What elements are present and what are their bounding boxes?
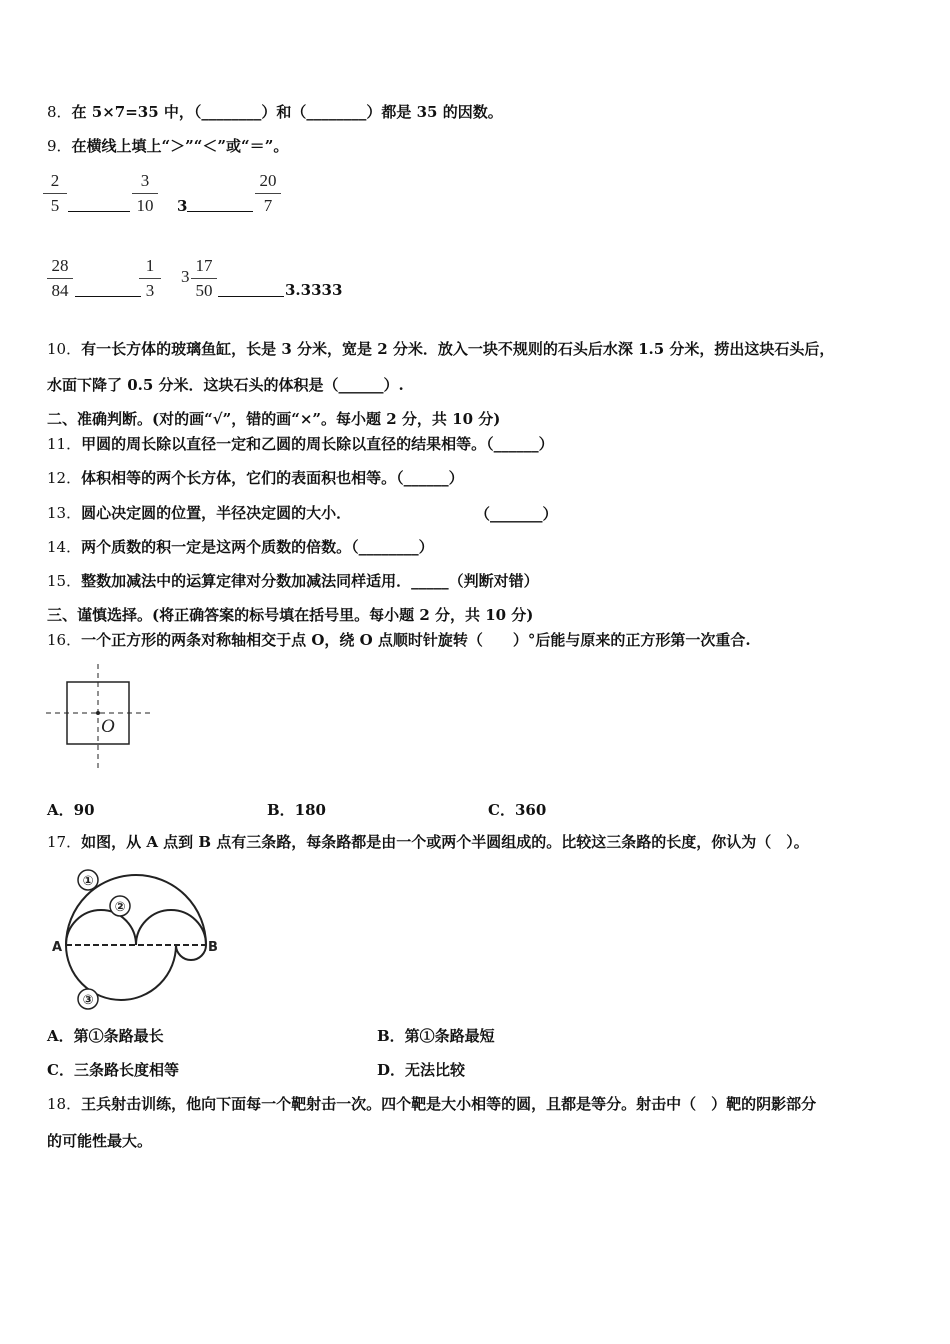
question-text: 整数加减法中的运算定律对分数加减法同样适用．_____（判断对错） [81,572,539,590]
answer-blank[interactable] [218,296,284,297]
decimal-value: 3.3333 [285,281,343,299]
option-b[interactable]: B．第①条路最短 [377,1027,495,1045]
question-text: 圆心决定圆的位置，半径决定圆的大小． [81,504,352,522]
question-number: 9． [47,137,72,155]
question-number: 12． [47,469,82,487]
section-heading-2: 二、准确判断。(对的画“√”，错的画“×”。每小题 2 分，共 10 分) [47,410,501,428]
numerator: 3 [140,171,150,190]
question-text: 两个质数的积一定是这两个质数的倍数。（________） [81,538,434,556]
question-text: 在横线上填上“＞”“＜”或“＝”。 [71,137,289,155]
question-16 [47,630,751,650]
question-text: 在 5×7=35 中，（________）和（________）都是 35 的因数。 [71,103,503,121]
square-axes-figure [40,660,160,772]
numerator: 1 [145,256,155,275]
question-text: 王兵射击训练，他向下面每一个靶射击一次。四个靶是大小相等的圆，且都是等分。射击中（ ）靶的阴影部分 [81,1095,817,1113]
question-12 [47,468,464,488]
question-10-line1 [47,339,834,359]
fraction-28-84 [47,255,73,302]
question-number: 14． [47,538,82,556]
question-15 [47,571,539,591]
answer-blank[interactable] [75,296,141,297]
question-number: 16． [47,631,82,649]
question-17 [47,832,809,852]
section-heading-3: 三、谨慎选择。(将正确答案的标号填在括号里。每小题 2 分，共 10 分) [47,606,534,624]
option-a[interactable]: A．90 [47,801,95,819]
path-2-two-semicircles [66,910,206,945]
question-10-line2: 水面下降了 0.5 分米．这块石头的体积是（______）. [47,376,404,394]
question-18-line1 [47,1094,816,1114]
path-label-1: ① [82,874,94,889]
numerator: 20 [259,171,277,190]
center-point [96,711,100,715]
fraction-1-3 [139,255,161,302]
option-a[interactable]: A．第①条路最长 [47,1027,164,1045]
denominator: 50 [195,281,213,300]
question-number: 15． [47,572,82,590]
point-label-a: A [52,940,63,955]
answer-blank[interactable] [68,211,130,212]
question-11 [47,434,554,454]
fraction-20-7 [255,170,281,217]
point-label-o: O [101,716,115,737]
question-9 [47,136,288,156]
question-number: 17． [47,833,82,851]
fraction-3-10 [132,170,158,217]
question-text: 一个正方形的两条对称轴相交于点 O，绕 O 点顺时针旋转（ ）°后能与原来的正方形第一次重合. [81,631,751,649]
option-c[interactable]: C．三条路长度相等 [47,1061,179,1079]
question-14 [47,537,434,557]
question-number: 10． [47,340,82,358]
whole-number: 3 [177,197,188,215]
question-text: 甲圆的周长除以直径一定和乙圆的周长除以直径的结果相等。（______） [81,435,554,453]
path-label-3: ③ [82,993,94,1008]
question-text: 有一长方体的玻璃鱼缸，长是 3 分米，宽是 2 分米．放入一块不规则的石头后水深 1.5 分米，捞出这块石头后， [81,340,835,358]
question-13 [47,503,351,523]
question-number: 18． [47,1095,82,1113]
answer-blank[interactable] [187,211,253,212]
question-18-line2: 的可能性最大。 [47,1132,153,1150]
numerator: 2 [50,171,60,190]
denominator: 5 [50,196,60,215]
denominator: 3 [145,281,155,300]
question-text: 如图，从 A 点到 B 点有三条路，每条路都是由一个或两个半圆组成的。比较这三条路的长度，你认为（ ）。 [81,833,809,851]
option-c[interactable]: C．360 [488,801,547,819]
numerator: 28 [51,256,69,275]
point-label-b: B [208,940,218,955]
mixed-whole: 3 [181,267,190,286]
question-number: 8． [47,103,72,121]
denominator: 10 [136,196,154,215]
question-8 [47,102,503,122]
numerator: 17 [195,256,213,275]
option-d[interactable]: D．无法比较 [377,1061,466,1079]
option-b[interactable]: B．180 [267,801,326,819]
question-number: 13． [47,504,82,522]
three-paths-figure [46,863,226,1013]
path-label-2: ② [114,900,126,915]
fraction-2-5 [43,170,67,217]
fraction-17-50 [191,255,217,302]
question-text: 体积相等的两个长方体，它们的表面积也相等。（______） [81,469,464,487]
question-number: 11． [47,435,82,453]
answer-blank[interactable]: （_______） [475,505,558,523]
denominator: 7 [263,196,273,215]
denominator: 84 [51,281,69,300]
